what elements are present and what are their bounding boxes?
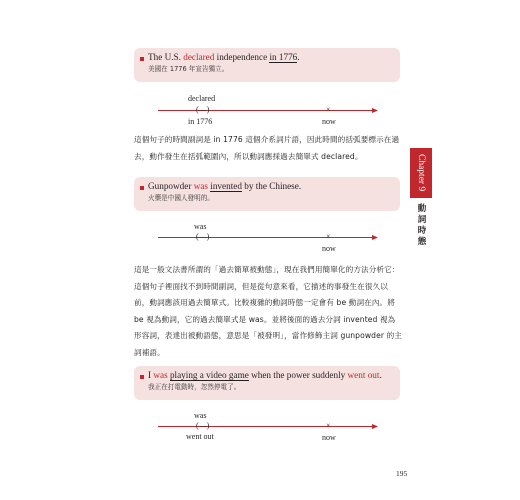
chapter-title: 動 詞 時 態 [417, 204, 427, 247]
underlined-time-phrase: in 1776 [269, 52, 298, 62]
timeline-now-label: now [322, 117, 336, 126]
example-sentence-en: The U.S. declared independence in 1776. [148, 52, 300, 62]
highlight-verb-2: went out [347, 370, 380, 380]
timeline-arrow [150, 410, 390, 450]
highlight-verb: was [193, 181, 208, 191]
underlined-participle: playing a video game [169, 370, 249, 380]
example-sentence-zh: 火藥是中國人發明的。 [148, 194, 214, 202]
timeline-now-mark: × [326, 232, 331, 241]
timeline-now-mark: × [326, 105, 331, 114]
bullet-icon [140, 186, 144, 190]
timeline-top-label: declared [188, 94, 216, 103]
bullet-icon [140, 375, 144, 379]
explanation-paragraph-1: 這個句子的時間副詞是 in 1776 這個介系詞片語，因此時間的括弧要標示在過去，動作發生在括弧範圍內，所以動詞應採過去簡單式 declared。 [134, 135, 400, 161]
highlight-verb: was [153, 370, 168, 380]
chapter-tab [410, 148, 432, 198]
example-box-2 [134, 177, 400, 211]
timeline-now-label: now [322, 433, 336, 442]
timeline-bottom-label: in 1776 [188, 117, 213, 126]
timeline-bottom-label: went out [186, 432, 214, 441]
example-sentence-en: I was playing a video game when the power suddenly went out. [148, 370, 382, 380]
timeline-arrow [150, 220, 390, 256]
timeline-3 [150, 410, 410, 450]
timeline-now-label: now [322, 244, 336, 253]
bullet-icon [140, 57, 144, 61]
underlined-participle: invented [210, 181, 242, 191]
timeline-paren: (—) [196, 105, 210, 114]
timeline-1 [150, 92, 410, 132]
timeline-top-label: was [194, 411, 207, 420]
chapter-label: Chapter 9 [416, 154, 426, 192]
example-sentence-zh: 我正在打電動時，忽然停電了。 [148, 383, 241, 391]
timeline-paren: (—) [196, 421, 210, 430]
timeline-now-mark: × [326, 421, 331, 430]
example-box-1 [134, 48, 400, 82]
highlight-verb: declared [183, 52, 215, 62]
timeline-arrow [150, 92, 390, 132]
example-sentence-en: Gunpowder was invented by the Chinese. [148, 181, 302, 191]
example-sentence-zh: 美國在 1776 年宣告獨立。 [148, 65, 229, 73]
page-number: 195 [396, 469, 408, 478]
timeline-top-label: was [194, 222, 207, 231]
timeline-2 [150, 220, 410, 256]
timeline-paren: (—) [196, 232, 210, 241]
example-box-3 [134, 366, 400, 400]
explanation-paragraph-2: 這是一般文法書所謂的「過去簡單被動態」，現在我們用簡單化的方法分析它：這個句子裡面找不到時間副詞，但是從句意來看，它描述的事發生在很久以前，動詞應該用過去簡單式。比較複雜的動詞時態一定會有 be 動詞在內。將 be 視為動詞，它的過去簡單式是 was。並將後面的過去分詞 invented 視為形容詞，表達出被動語態，意思是「被發明」，當作修飾主詞 gunpowder 的主詞補語。 [134, 265, 402, 357]
